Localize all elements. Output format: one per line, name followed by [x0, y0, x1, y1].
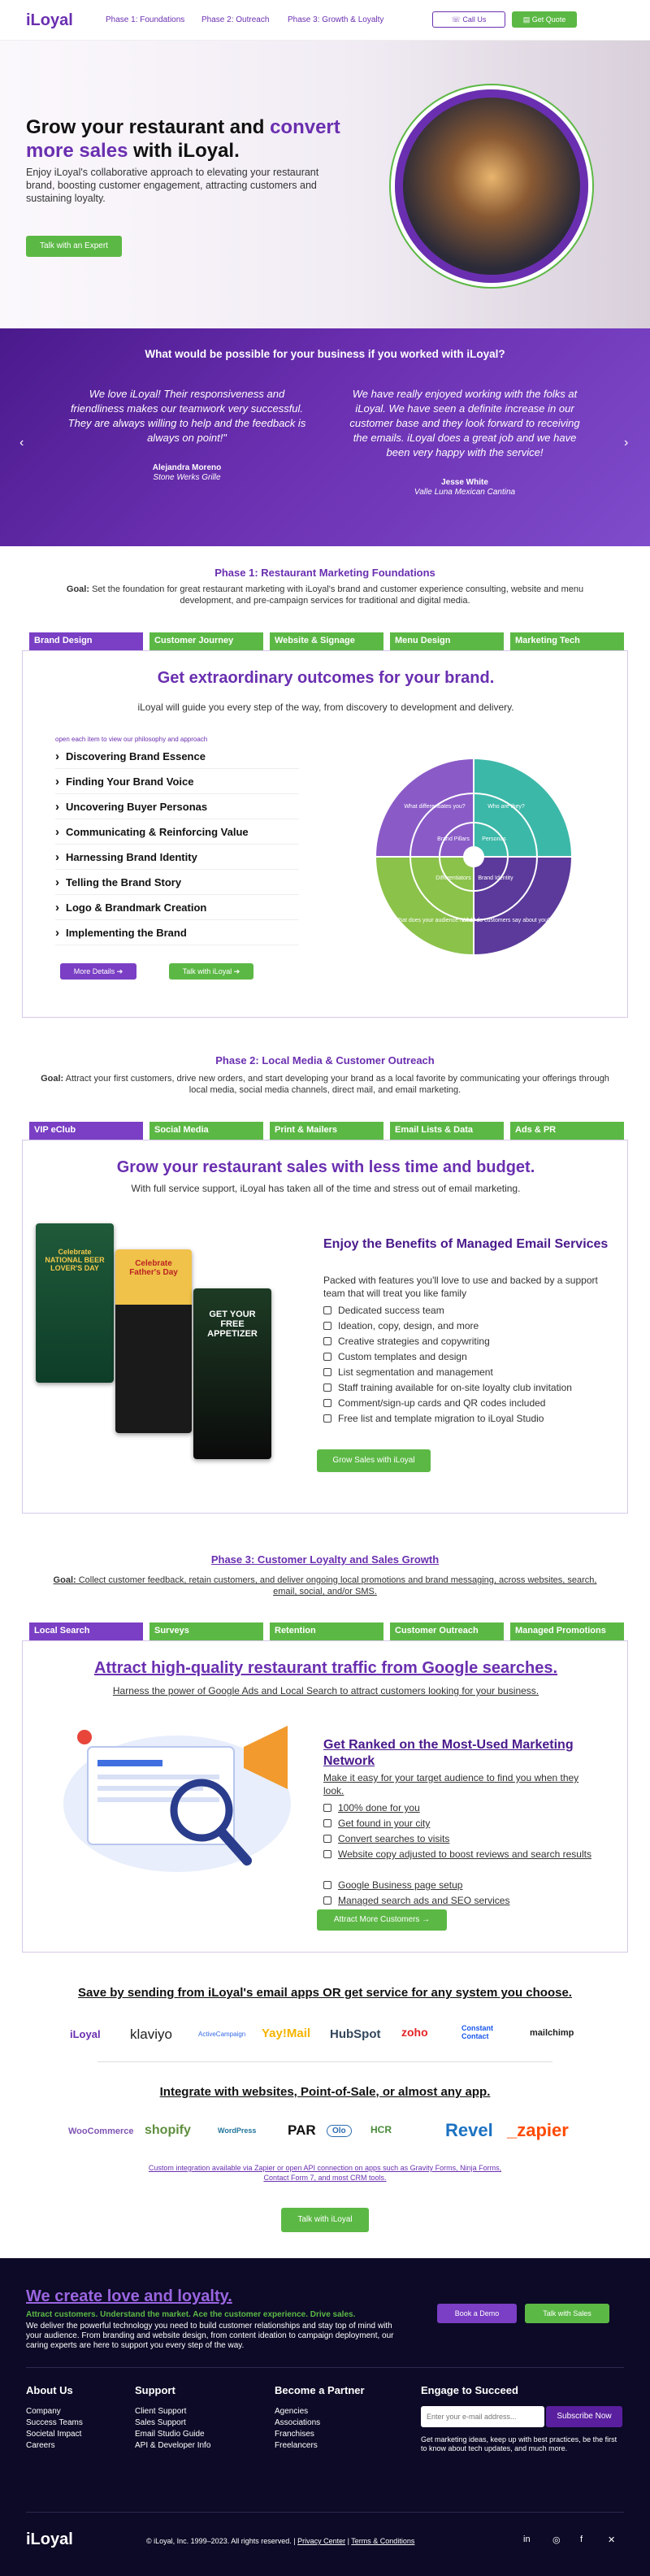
- email-features-title: Enjoy the Benefits of Managed Email Services: [323, 1237, 609, 1251]
- checkbox-icon: [323, 1850, 332, 1858]
- checkbox-icon: [323, 1353, 332, 1361]
- site-header: [0, 0, 650, 41]
- accordion-item[interactable]: › Implementing the Brand: [55, 920, 299, 945]
- phase1-panel: [22, 650, 628, 1018]
- brand-logo: Revel: [445, 2120, 493, 2140]
- testimonial-company: Valle Luna Mexican Cantina: [414, 488, 516, 497]
- email-sample-card: GET YOUR FREE APPETIZER: [193, 1288, 271, 1459]
- list-item: Creative strategies and copywriting: [323, 1334, 632, 1349]
- search-features-body: Make it easy for your target audience to find you when they look.: [323, 1772, 579, 1796]
- copyright: © iLoyal, Inc. 1999–2023. All rights reserved. | Privacy Center | Terms & Conditions: [146, 2537, 415, 2545]
- accordion-hint: open each item to view our philosophy and approach: [55, 736, 208, 743]
- tab-brand-design[interactable]: Brand Design: [29, 632, 143, 650]
- nav-phase1[interactable]: Phase 1: Foundations: [106, 15, 185, 24]
- list-item: Dedicated success team: [323, 1303, 632, 1318]
- wheel-label: Brand Pillars: [437, 836, 470, 842]
- brand-logo: mailchimp: [530, 2028, 574, 2038]
- nav-phase3[interactable]: Phase 3: Growth & Loyalty: [288, 15, 384, 24]
- brand-wheel: [376, 759, 571, 954]
- attract-customers-button[interactable]: Attract More Customers →: [317, 1909, 447, 1931]
- brand-logo: zoho: [401, 2026, 428, 2039]
- checkbox-icon: [323, 1819, 332, 1827]
- divider: [26, 2512, 624, 2513]
- phase2-title: Phase 2: Local Media & Customer Outreach: [215, 1054, 435, 1066]
- list-item: Managed search ads and SEO services: [323, 1893, 632, 1909]
- book-demo-button[interactable]: Book a Demo: [437, 2304, 517, 2323]
- wheel-label: What does your audience need?: [393, 918, 476, 923]
- tab-menu-design[interactable]: Menu Design: [390, 632, 504, 650]
- tab-customer-outreach[interactable]: Customer Outreach: [390, 1622, 504, 1640]
- search-features-title: Get Ranked on the Most-Used Marketing Network: [323, 1738, 574, 1768]
- phase3-heading: Attract high-quality restaurant traffic from Google searches.: [93, 1659, 558, 1677]
- checkbox-icon: [323, 1804, 332, 1812]
- phase1-sub: iLoyal will guide you every step of the way, from discovery to development and delivery.: [137, 702, 514, 713]
- newsletter-email-input[interactable]: [421, 2406, 544, 2427]
- wheel-label: Who are they?: [488, 804, 525, 810]
- pos-title: Integrate with websites, Point-of-Sale, or almost any app.: [159, 2085, 491, 2099]
- footer-link[interactable]: Associations: [275, 2418, 321, 2427]
- testimonials: [0, 328, 650, 546]
- privacy-link[interactable]: Privacy Center: [297, 2537, 346, 2545]
- wheel-label: What differentiates you?: [404, 804, 466, 810]
- tab-retention[interactable]: Retention: [270, 1622, 384, 1640]
- phase3-goal: Goal: Collect customer feedback, retain customers, and deliver ongoing local promotions and brand messaging, across websites, search, email, social, and/or SMS.: [53, 1575, 597, 1596]
- phase2-goal: Goal: Attract your first customers, drive new orders, and start developing your brand as a local favorite by communicating your offerings through local media, social media channels, direct mail, and email marketing.: [41, 1074, 609, 1095]
- checkbox-icon: [323, 1835, 332, 1843]
- brand-logo: Yay!Mail: [262, 2026, 311, 2040]
- tab-marketing-tech[interactable]: Marketing Tech: [510, 632, 624, 650]
- list-item: Free list and template migration to iLoyal Studio: [323, 1411, 632, 1427]
- hero: [0, 41, 650, 328]
- footer-link[interactable]: Client Support: [135, 2407, 187, 2416]
- list-item: Comment/sign-up cards and QR codes included: [323, 1396, 632, 1411]
- testimonial-quote: We have really enjoyed working with the folks at iLoyal. We have seen a definite increase in our customer base and they look forward to receiving the emails. iLoyal does a great job and we have been very happy with the service!: [349, 388, 580, 458]
- accordion-item[interactable]: › Uncovering Buyer Personas: [55, 794, 299, 819]
- grow-sales-button[interactable]: Grow Sales with iLoyal: [317, 1449, 431, 1472]
- testimonials-heading: What would be possible for your business if you worked with iLoyal?: [145, 348, 505, 360]
- testimonial-quote: We love iLoyal! Their responsiveness and friendliness makes our teamwork very successful. They are always willing to help and the feedback is always on point!": [67, 388, 306, 444]
- email-apps-title: Save by sending from iLoyal's email apps OR get service for any system you choose.: [78, 1986, 572, 2000]
- checkbox-icon: [323, 1399, 332, 1407]
- brand-logo: klaviyo: [130, 2026, 172, 2042]
- checkbox-icon: [323, 1881, 332, 1889]
- list-item: Website copy adjusted to boost reviews and search results: [323, 1847, 608, 1862]
- tab-ads-pr[interactable]: Ads & PR: [510, 1122, 624, 1140]
- list-item: 100% done for you: [323, 1801, 632, 1816]
- tab-email-lists[interactable]: Email Lists & Data: [390, 1122, 504, 1140]
- footer-tagline: Attract customers. Understand the market. Ace the customer experience. Drive sales.: [26, 2310, 356, 2319]
- logo[interactable]: iLoyal: [26, 11, 73, 29]
- call-button[interactable]: ☏ Call Us: [432, 11, 505, 28]
- checkbox-icon: [323, 1896, 332, 1905]
- brand-logo: _zapier: [507, 2120, 569, 2140]
- hero-body: Enjoy iLoyal's collaborative approach to elevating your restaurant brand, boosting customer engagement, attracting customers and sustaining loyalty.: [26, 167, 319, 204]
- footer-col-heading: About Us: [26, 2384, 73, 2396]
- phase3-sub: Harness the power of Google Ads and Local Search to attract customers looking for your business.: [112, 1685, 540, 1696]
- tab-print-mailers[interactable]: Print & Mailers: [270, 1122, 384, 1140]
- doc-icon: ▤: [522, 15, 532, 24]
- footer-link[interactable]: API & Developer Info: [135, 2441, 211, 2450]
- search-illustration: [55, 1714, 299, 1877]
- accordion-item[interactable]: › Logo & Brandmark Creation: [55, 895, 299, 920]
- divider: [98, 2061, 552, 2062]
- newsletter-body: Get marketing ideas, keep up with best practices, be the first to know about tech updates, and much more.: [421, 2435, 618, 2452]
- testimonial-company: Stone Werks Grille: [153, 473, 221, 482]
- phone-icon: ☏: [451, 15, 463, 24]
- phase2-panel: [22, 1140, 628, 1514]
- terms-link[interactable]: Terms & Conditions: [351, 2537, 415, 2545]
- footer-link[interactable]: Success Teams: [26, 2418, 83, 2427]
- phase1-heading: Get extraordinary outcomes for your brand.: [157, 669, 495, 687]
- brand-logo: iLoyal: [70, 2028, 101, 2040]
- tab-managed-promotions[interactable]: Managed Promotions: [510, 1622, 624, 1640]
- accordion-item[interactable]: › Discovering Brand Essence: [55, 744, 299, 769]
- list-item: Google Business page setup: [323, 1878, 632, 1893]
- tab-social-media[interactable]: Social Media: [150, 1122, 263, 1140]
- phase2-sub: With full service support, iLoyal has taken all of the time and stress out of email marketing.: [131, 1183, 521, 1194]
- list-item: Ideation, copy, design, and more: [323, 1318, 632, 1334]
- x-twitter-icon[interactable]: ✕: [608, 2535, 616, 2545]
- checkbox-icon: [323, 1414, 332, 1423]
- email-features-body: Packed with features you'll love to use and backed by a support team that will treat you like family: [323, 1275, 598, 1299]
- list-item: Staff training available for on-site loyalty club invitation: [323, 1380, 632, 1396]
- tab-local-search[interactable]: Local Search: [29, 1622, 143, 1640]
- brand-logo: Constant Contact: [462, 2024, 493, 2040]
- checkbox-icon: [323, 1306, 332, 1314]
- checkbox-icon: [323, 1368, 332, 1376]
- subscribe-button[interactable]: Subscribe Now: [546, 2406, 622, 2427]
- instagram-icon[interactable]: ◎: [552, 2535, 561, 2545]
- talk-sales-button[interactable]: Talk with Sales: [525, 2304, 609, 2323]
- list-item: List segmentation and management: [323, 1365, 632, 1380]
- footer: [0, 2258, 650, 2576]
- list-item: Custom templates and design: [323, 1349, 632, 1365]
- facebook-icon[interactable]: f: [580, 2535, 583, 2544]
- divider: [26, 2367, 624, 2368]
- tab-vip-eclub[interactable]: VIP eClub: [29, 1122, 143, 1140]
- phase3-title: Phase 3: Customer Loyalty and Sales Growth: [210, 1553, 440, 1566]
- wheel-label: Differentiators: [436, 875, 471, 881]
- wheel-label: What do customers say about you?: [462, 918, 551, 923]
- checkbox-icon: [323, 1337, 332, 1345]
- wheel-label: Personas: [482, 836, 506, 842]
- footer-link[interactable]: Company: [26, 2407, 61, 2416]
- quote-button[interactable]: ▤ Get Quote: [512, 11, 577, 28]
- footer-link[interactable]: Freelancers: [275, 2441, 318, 2450]
- brand-logo: PAR: [288, 2122, 316, 2138]
- footer-link[interactable]: Sales Support: [135, 2418, 186, 2427]
- footer-link[interactable]: Agencies: [275, 2407, 309, 2416]
- phase1-title: Phase 1: Restaurant Marketing Foundations: [214, 567, 436, 579]
- testimonial-author: Jesse White: [441, 478, 488, 487]
- footer-body: We deliver the powerful technology you need to build customer relationships and stay top of mind with your audience. From branding and website design, from content ideation to campaign deployment, our caring experts are here to support you every step of the way.: [26, 2322, 394, 2350]
- list-item: Convert searches to visits: [323, 1831, 632, 1847]
- brand-logo: WordPress: [218, 2126, 257, 2135]
- wheel-label: Brand Identity: [478, 875, 514, 881]
- accordion-item[interactable]: › Harnessing Brand Identity: [55, 845, 299, 870]
- brand-logo: ActiveCampaign: [198, 2031, 246, 2038]
- brand-logo: shopify: [145, 2123, 191, 2137]
- next-arrow-icon[interactable]: ›: [624, 436, 629, 450]
- talk-expert-button[interactable]: Talk with an Expert: [26, 236, 122, 257]
- linkedin-icon[interactable]: in: [523, 2535, 531, 2544]
- footer-title: We create love and loyalty.: [26, 2287, 232, 2305]
- talk-iloyal-button[interactable]: Talk with iLoyal ➔: [169, 963, 254, 980]
- tab-surveys[interactable]: Surveys: [150, 1622, 263, 1640]
- footer-link[interactable]: Societal Impact: [26, 2430, 82, 2439]
- footer-col-heading: Support: [135, 2384, 176, 2396]
- email-sample-card: Celebrate NATIONAL BEER LOVER'S DAY: [36, 1223, 114, 1383]
- tab-website-signage[interactable]: Website & Signage: [270, 632, 384, 650]
- phase1-goal: Goal: Set the foundation for great restaurant marketing with iLoyal's brand and customer experience consulting, website and menu development, and pre-campaign services for traditional and digital media.: [66, 584, 584, 606]
- brand-logo: HubSpot: [330, 2027, 381, 2041]
- footer-link[interactable]: Email Studio Guide: [135, 2430, 205, 2439]
- prev-arrow-icon[interactable]: ‹: [20, 436, 24, 450]
- brand-logo: HCR: [370, 2124, 392, 2135]
- accordion-item[interactable]: › Communicating & Reinforcing Value: [55, 819, 299, 845]
- checkbox-icon: [323, 1322, 332, 1330]
- accordion-item[interactable]: › Finding Your Brand Voice: [55, 769, 299, 794]
- integration-note[interactable]: Custom integration available via Zapier or open API connection on apps such as Gravity Forms, Ninja Forms, Contact Form 7, and most CRM tools.: [148, 2164, 502, 2182]
- accordion-item[interactable]: › Telling the Brand Story: [55, 870, 299, 895]
- brand-logo: WooCommerce: [68, 2126, 134, 2136]
- footer-logo[interactable]: iLoyal: [26, 2530, 73, 2548]
- brand-logo: Olo: [327, 2125, 352, 2137]
- checkbox-icon: [323, 1384, 332, 1392]
- hero-photo: [395, 89, 588, 283]
- footer-link[interactable]: Franchises: [275, 2430, 314, 2439]
- footer-col-heading: Become a Partner: [275, 2384, 365, 2396]
- newsletter-heading: Engage to Succeed: [421, 2384, 518, 2396]
- phase3-panel: [22, 1640, 628, 1953]
- talk-iloyal-button[interactable]: Talk with iLoyal: [281, 2208, 369, 2232]
- list-item: Get found in your city: [323, 1816, 632, 1831]
- hero-title: Grow your restaurant and convert more sales with iLoyal.: [26, 116, 340, 162]
- more-details-button[interactable]: More Details ➔: [60, 963, 136, 980]
- testimonial-author: Alejandra Moreno: [152, 463, 222, 472]
- email-sample-card: Celebrate Father's Day: [115, 1249, 192, 1433]
- footer-link[interactable]: Careers: [26, 2441, 55, 2450]
- phase2-heading: Grow your restaurant sales with less time and budget.: [116, 1158, 535, 1176]
- nav-phase2[interactable]: Phase 2: Outreach: [202, 15, 270, 24]
- tab-customer-journey[interactable]: Customer Journey: [150, 632, 263, 650]
